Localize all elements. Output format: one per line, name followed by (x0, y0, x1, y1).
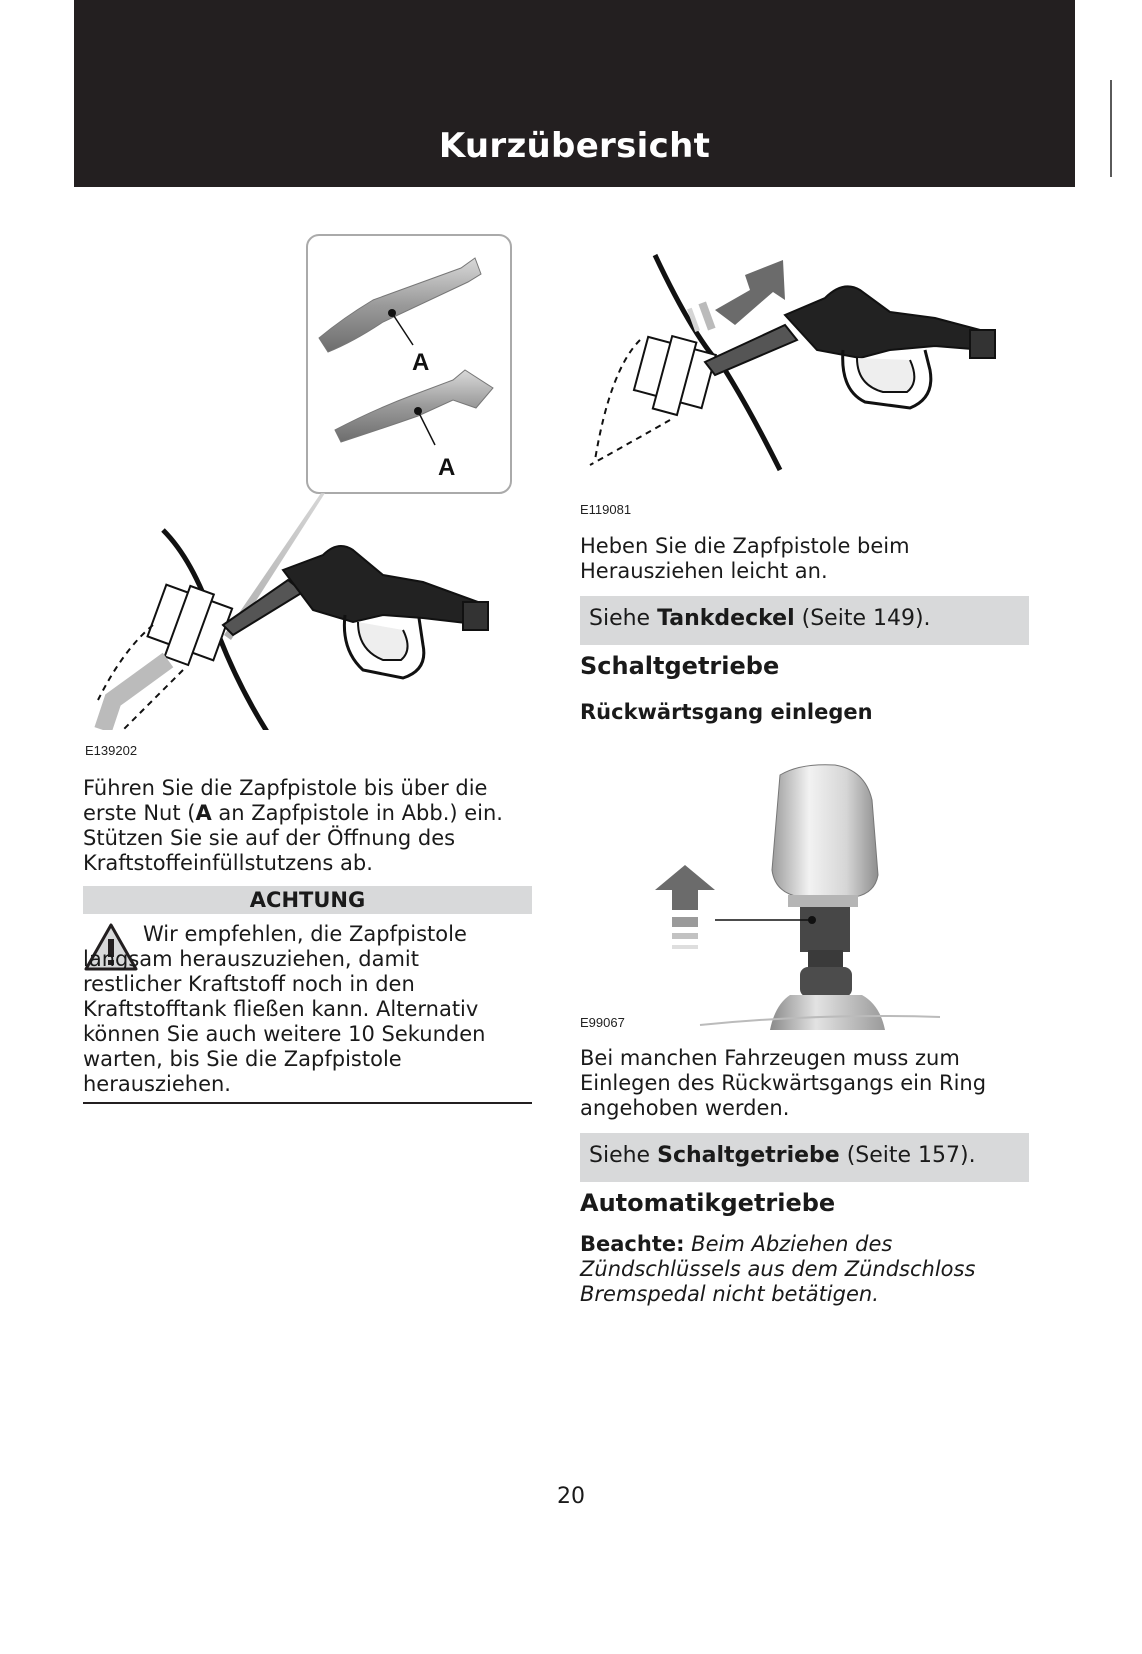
figure-code-e99067: E99067 (580, 1015, 625, 1030)
note-text: Beim Abziehen des Zündschlüssels aus dem Zündschloss Bremspedal nicht betätigen. (580, 1232, 976, 1306)
page-number: 20 (557, 1484, 585, 1509)
link-schaltgetriebe[interactable]: Schaltgetriebe (657, 1143, 840, 1168)
heading-automatikgetriebe: Automatikgetriebe (580, 1189, 836, 1217)
warning-title-bar: ACHTUNG (83, 886, 532, 914)
page-title: Kurzübersicht (438, 126, 711, 166)
heading-schaltgetriebe: Schaltgetriebe (580, 652, 780, 680)
warning-text: Wir empfehlen, die Zapfpistole langsam herauszuziehen, damit restlicher Kraftstoff noch in den Kraftstofftank fließen kann. Alternativ können Sie auch weitere 10 Sekunden warten, bis Sie die Zapfpistole herausziehen. (83, 922, 486, 1096)
note-beachte (580, 1232, 1010, 1307)
nozzle-insertion-figure (83, 230, 543, 730)
reference-tankdeckel: Siehe Tankdeckel (Seite 149). (580, 596, 1029, 645)
label-a-lower: A (438, 454, 456, 481)
reference-schaltgetriebe: Siehe Schaltgetriebe (Seite 157). (580, 1133, 1029, 1182)
subheading-rueckwaertsgang: Rückwärtsgang einlegen (580, 700, 873, 724)
paragraph-ring-anheben: Bei manchen Fahrzeugen muss zum Einlegen des Rückwärtsgangs ein Ring angehoben werden. (580, 1046, 987, 1120)
paragraph-insert-nozzle: Führen Sie die Zapfpistole bis über die erste Nut (A an Zapfpistole in Abb.) ein. Stützen Sie sie auf der Öffnung des Kraftstoffeinfüllstutzens ab. (83, 776, 503, 875)
pull-direction-arrow (687, 260, 785, 332)
label-a-upper: A (412, 349, 430, 376)
paragraph-lift-nozzle: Heben Sie die Zapfpistole beim Herausziehen leicht an. (580, 534, 910, 583)
warning-bottom-rule (83, 1102, 532, 1104)
page-header (74, 0, 1075, 187)
note-label: Beachte: (580, 1232, 685, 1256)
nozzle-removal-figure (585, 250, 1005, 480)
gear-knob-figure (640, 755, 970, 1030)
figure-code-e139202: E139202 (85, 743, 138, 758)
header-divider (1110, 80, 1112, 177)
link-tankdeckel[interactable]: Tankdeckel (657, 606, 795, 631)
figure-code-e119081: E119081 (580, 502, 632, 517)
up-arrow-icon (655, 865, 715, 949)
